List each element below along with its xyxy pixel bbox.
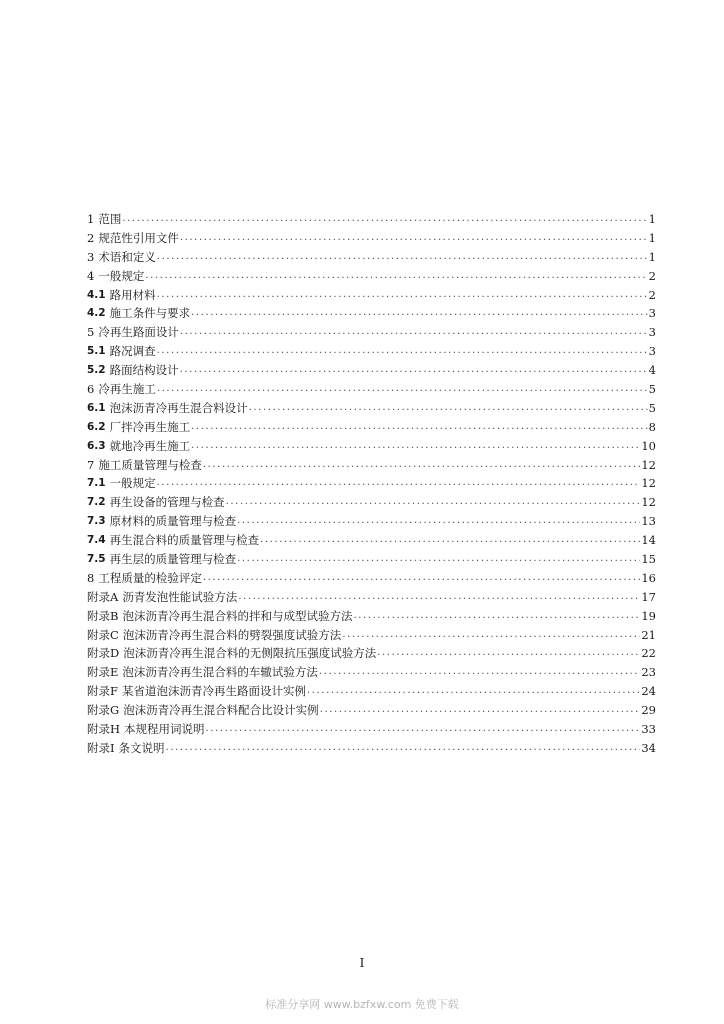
toc-entry-page: 12 bbox=[641, 457, 656, 472]
toc-entry-page: 4 bbox=[648, 363, 656, 378]
dot-leader bbox=[203, 456, 641, 475]
toc-entry-page: 3 bbox=[648, 344, 656, 359]
toc-entry[interactable] bbox=[87, 626, 656, 645]
toc-entry[interactable] bbox=[87, 701, 656, 720]
toc-entry-title: 再生设备的管理与检查 bbox=[109, 495, 225, 510]
toc-entry-page: 29 bbox=[641, 703, 656, 718]
toc-entry-title: 路面结构设计 bbox=[109, 363, 179, 378]
toc-entry-title: 范围 bbox=[98, 211, 122, 226]
toc-entry-number: 6.1 bbox=[87, 401, 106, 414]
toc-entry[interactable] bbox=[87, 323, 656, 342]
toc-entry-title: 就地冷再生施工 bbox=[109, 438, 191, 453]
toc-entry[interactable] bbox=[87, 720, 656, 739]
toc-entry[interactable] bbox=[87, 210, 656, 229]
dot-leader bbox=[260, 531, 640, 550]
toc-entry-number: 4.1 bbox=[87, 288, 106, 301]
toc-entry[interactable] bbox=[87, 418, 656, 437]
toc-entry[interactable] bbox=[87, 569, 656, 588]
dot-leader bbox=[180, 229, 648, 248]
toc-entry-number: 附录B bbox=[87, 608, 119, 623]
dot-leader bbox=[180, 323, 648, 342]
toc-entry-title: 泡沫沥青冷再生混合料的车辙试验方法 bbox=[122, 665, 318, 680]
toc-entry-title: 冷再生路面设计 bbox=[98, 325, 179, 340]
toc-entry[interactable] bbox=[87, 531, 656, 550]
dot-leader bbox=[203, 569, 641, 588]
toc-entry[interactable] bbox=[87, 512, 656, 531]
toc-entry-number: 7.4 bbox=[87, 534, 106, 547]
toc-entry-number: 8 bbox=[87, 570, 95, 585]
toc-entry-number: 7 bbox=[87, 457, 95, 472]
dot-leader bbox=[320, 701, 641, 720]
toc-entry-number: 附录A bbox=[87, 589, 119, 604]
toc-entry-number: 附录G bbox=[87, 703, 120, 718]
toc-entry-number: 6.2 bbox=[87, 420, 106, 433]
toc-entry-title: 再生层的质量管理与检查 bbox=[109, 552, 237, 567]
toc-entry-number: 附录H bbox=[87, 722, 121, 737]
toc-entry-title: 某省道泡沫沥青冷再生路面设计实例 bbox=[121, 684, 306, 699]
toc-entry-number: 7.1 bbox=[87, 477, 106, 490]
toc-entry-title: 术语和定义 bbox=[98, 249, 156, 264]
toc-entry[interactable] bbox=[87, 248, 656, 267]
toc-entry-title: 路况调查 bbox=[109, 344, 156, 359]
toc-entry-number: 附录C bbox=[87, 627, 119, 642]
toc-entry-number: 6 bbox=[87, 382, 95, 396]
toc-entry-title: 规范性引用文件 bbox=[98, 230, 179, 245]
toc-entry[interactable] bbox=[87, 474, 656, 493]
dot-leader bbox=[226, 493, 641, 512]
dot-leader bbox=[238, 588, 640, 607]
dot-leader bbox=[157, 342, 648, 361]
toc-entry-number: 4 bbox=[87, 268, 95, 283]
dot-leader bbox=[157, 248, 648, 267]
toc-entry[interactable] bbox=[87, 380, 656, 399]
toc-entry[interactable] bbox=[87, 267, 656, 286]
toc-entry[interactable] bbox=[87, 456, 656, 475]
toc-entry-number: 7.5 bbox=[87, 553, 106, 566]
toc-entry-number: 4.2 bbox=[87, 307, 106, 320]
toc-entry-title: 泡沫沥青冷再生混合料设计 bbox=[109, 400, 248, 415]
toc-entry-number: 3 bbox=[87, 249, 95, 264]
toc-entry-title: 沥青发泡性能试验方法 bbox=[122, 589, 238, 604]
toc-entry-number: 附录D bbox=[87, 646, 120, 661]
toc-entry-page: 3 bbox=[648, 325, 656, 340]
toc-entry-title: 施工条件与要求 bbox=[109, 306, 191, 321]
toc-entry-title: 冷再生施工 bbox=[98, 382, 156, 396]
toc-entry-page: 1 bbox=[648, 249, 656, 264]
toc-entry-number: 1 bbox=[87, 211, 95, 226]
dot-leader bbox=[377, 644, 640, 663]
dot-leader bbox=[353, 607, 640, 626]
toc-entry-number: 附录F bbox=[87, 684, 118, 699]
dot-leader bbox=[237, 512, 640, 531]
toc-entry-title: 再生混合料的质量管理与检查 bbox=[109, 533, 260, 548]
toc-entry-title: 一般规定 bbox=[98, 268, 145, 283]
toc-entry-title: 泡沫沥青冷再生混合料的无侧限抗压强度试验方法 bbox=[123, 646, 377, 661]
toc-entry-title: 一般规定 bbox=[109, 476, 156, 491]
dot-leader bbox=[122, 210, 647, 229]
toc-entry-page: 15 bbox=[641, 552, 656, 567]
dot-leader bbox=[191, 418, 648, 437]
dot-leader bbox=[319, 663, 640, 682]
toc-entry[interactable] bbox=[87, 342, 656, 361]
toc-entry-page: 5 bbox=[648, 382, 656, 396]
toc-entry-number: 附录I bbox=[87, 740, 115, 755]
toc-entry-page: 2 bbox=[648, 287, 656, 302]
toc-entry-title: 厂拌冷再生施工 bbox=[109, 419, 191, 434]
toc-entry[interactable] bbox=[87, 682, 656, 701]
toc-entry-page: 5 bbox=[648, 400, 656, 415]
toc-entry-page: 14 bbox=[641, 533, 656, 548]
toc-entry-page: 34 bbox=[641, 740, 656, 755]
toc-entry-number: 5.2 bbox=[87, 364, 106, 377]
toc-entry-page: 3 bbox=[648, 306, 656, 321]
toc-entry-page: 22 bbox=[641, 646, 656, 661]
toc-entry-page: 33 bbox=[641, 722, 656, 737]
dot-leader bbox=[206, 720, 641, 739]
toc-entry[interactable] bbox=[87, 304, 656, 323]
toc-entry-number: 2 bbox=[87, 230, 95, 245]
dot-leader bbox=[157, 380, 648, 399]
toc-entry-page: 21 bbox=[641, 627, 656, 642]
toc-entry-title: 泡沫沥青冷再生混合料的拌和与成型试验方法 bbox=[122, 608, 353, 623]
toc-entry-number: 附录E bbox=[87, 665, 119, 680]
watermark: 标准分享网 www.bzfxw.com 免费下载 bbox=[265, 998, 459, 1011]
toc-entry-title: 原材料的质量管理与检查 bbox=[109, 514, 237, 529]
toc-entry[interactable] bbox=[87, 437, 656, 456]
toc-entry[interactable] bbox=[87, 663, 656, 682]
toc-entry-number: 5.1 bbox=[87, 345, 106, 358]
toc-entry[interactable] bbox=[87, 550, 656, 569]
toc-entry-number: 6.3 bbox=[87, 439, 106, 452]
toc-entry-title: 路用材料 bbox=[109, 287, 156, 302]
toc-entry-title: 泡沫沥青冷再生混合料配合比设计实例 bbox=[123, 703, 319, 718]
toc-entry[interactable] bbox=[87, 399, 656, 418]
dot-leader bbox=[342, 626, 640, 645]
toc-entry[interactable] bbox=[87, 493, 656, 512]
dot-leader bbox=[166, 739, 641, 758]
dot-leader bbox=[180, 361, 648, 380]
toc-entry-number: 7.3 bbox=[87, 515, 106, 528]
toc-entry-page: 24 bbox=[641, 684, 656, 699]
toc-entry-page: 8 bbox=[648, 419, 656, 434]
toc-entry-page: 10 bbox=[641, 438, 656, 453]
toc-entry-title: 工程质量的检验评定 bbox=[98, 570, 202, 585]
toc-entry[interactable] bbox=[87, 607, 656, 626]
toc-entry-page: 12 bbox=[641, 495, 656, 510]
dot-leader bbox=[307, 682, 640, 701]
toc-entry-page: 13 bbox=[641, 514, 656, 529]
toc-entry-page: 1 bbox=[648, 211, 656, 226]
toc-entry[interactable] bbox=[87, 229, 656, 248]
table-of-contents bbox=[87, 210, 656, 758]
dot-leader bbox=[191, 437, 640, 456]
toc-entry-page: 16 bbox=[641, 570, 656, 585]
toc-entry[interactable] bbox=[87, 361, 656, 380]
toc-entry-title: 本规程用词说明 bbox=[124, 722, 205, 737]
dot-leader bbox=[191, 304, 648, 323]
toc-entry-title: 条文说明 bbox=[118, 740, 165, 755]
toc-entry[interactable] bbox=[87, 588, 656, 607]
toc-entry-page: 1 bbox=[648, 230, 656, 245]
toc-entry[interactable] bbox=[87, 739, 656, 758]
dot-leader bbox=[157, 286, 648, 305]
toc-entry-page: 17 bbox=[641, 589, 656, 604]
toc-entry[interactable] bbox=[87, 286, 656, 305]
toc-entry-title: 施工质量管理与检查 bbox=[98, 457, 202, 472]
toc-entry-number: 7.2 bbox=[87, 496, 106, 509]
dot-leader bbox=[145, 267, 647, 286]
dot-leader bbox=[249, 399, 648, 418]
dot-leader bbox=[237, 550, 640, 569]
page-number: I bbox=[359, 956, 365, 970]
toc-entry-page: 19 bbox=[641, 608, 656, 623]
toc-entry-number: 5 bbox=[87, 325, 95, 340]
toc-entry[interactable] bbox=[87, 644, 656, 663]
toc-entry-title: 泡沫沥青冷再生混合料的劈裂强度试验方法 bbox=[122, 627, 342, 642]
toc-entry-page: 23 bbox=[641, 665, 656, 680]
dot-leader bbox=[157, 474, 641, 493]
toc-entry-page: 2 bbox=[648, 268, 656, 283]
toc-entry-page: 12 bbox=[641, 476, 656, 491]
